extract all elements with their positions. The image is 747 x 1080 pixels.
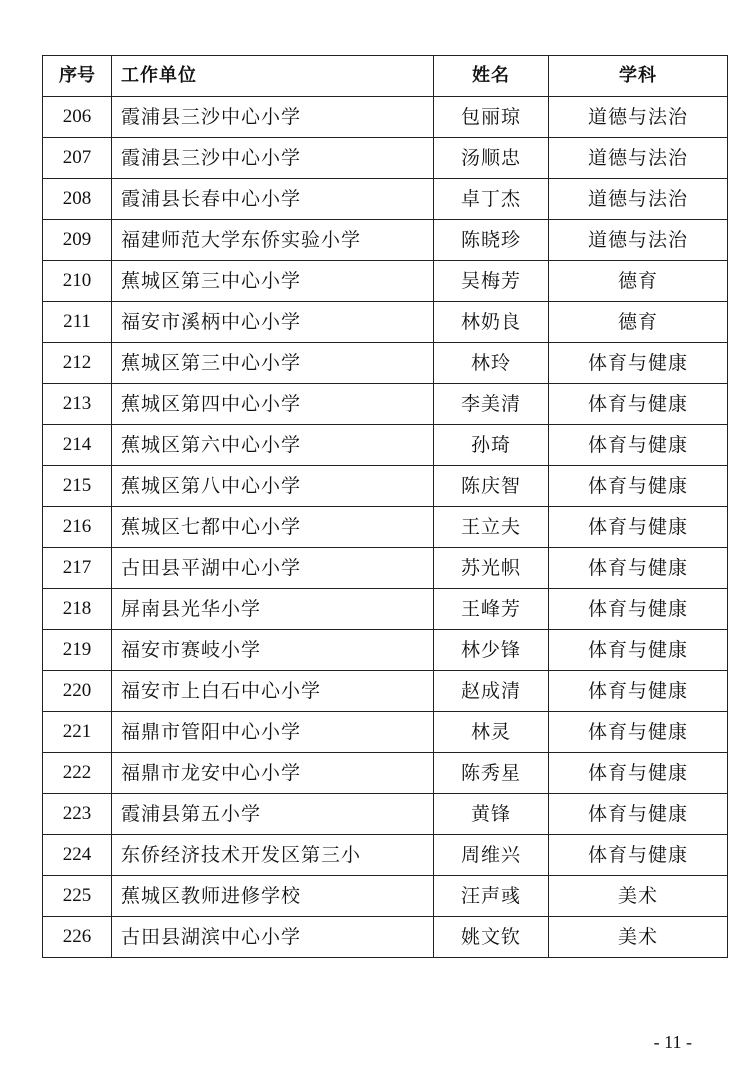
cell-work-unit: 古田县湖滨中心小学: [112, 917, 434, 958]
cell-name: 陈晓珍: [434, 220, 549, 261]
cell-work-unit: 东侨经济技术开发区第三小: [112, 835, 434, 876]
table-row: [43, 917, 728, 958]
cell-work-unit: 蕉城区七都中心小学: [112, 507, 434, 548]
cell-serial-number: 208: [43, 179, 112, 220]
cell-subject: 德育: [549, 261, 728, 302]
cell-work-unit: 福安市上白石中心小学: [112, 671, 434, 712]
cell-name: 姚文钦: [434, 917, 549, 958]
cell-serial-number: 210: [43, 261, 112, 302]
roster-table: [42, 55, 728, 958]
cell-work-unit: 蕉城区第四中心小学: [112, 384, 434, 425]
cell-serial-number: 207: [43, 138, 112, 179]
cell-name: 吴梅芳: [434, 261, 549, 302]
cell-serial-number: 220: [43, 671, 112, 712]
cell-work-unit: 霞浦县第五小学: [112, 794, 434, 835]
table-body: [43, 97, 728, 958]
table-row: [43, 343, 728, 384]
cell-serial-number: 217: [43, 548, 112, 589]
cell-subject: 体育与健康: [549, 671, 728, 712]
cell-work-unit: 福鼎市龙安中心小学: [112, 753, 434, 794]
cell-work-unit: 蕉城区第三中心小学: [112, 261, 434, 302]
header-name: 姓名: [434, 56, 549, 97]
table-row: [43, 220, 728, 261]
table-row: [43, 548, 728, 589]
cell-work-unit: 蕉城区第六中心小学: [112, 425, 434, 466]
cell-subject: 体育与健康: [549, 794, 728, 835]
cell-name: 陈秀星: [434, 753, 549, 794]
cell-serial-number: 219: [43, 630, 112, 671]
cell-serial-number: 225: [43, 876, 112, 917]
table-row: [43, 97, 728, 138]
cell-serial-number: 226: [43, 917, 112, 958]
cell-name: 卓丁杰: [434, 179, 549, 220]
cell-name: 王峰芳: [434, 589, 549, 630]
cell-name: 林灵: [434, 712, 549, 753]
table-header-row: [43, 56, 728, 97]
cell-subject: 道德与法治: [549, 138, 728, 179]
cell-subject: 德育: [549, 302, 728, 343]
cell-subject: 体育与健康: [549, 384, 728, 425]
cell-subject: 美术: [549, 917, 728, 958]
cell-work-unit: 霞浦县三沙中心小学: [112, 138, 434, 179]
cell-subject: 体育与健康: [549, 507, 728, 548]
header-subject: 学科: [549, 56, 728, 97]
header-serial-number: 序号: [43, 56, 112, 97]
cell-work-unit: 福建师范大学东侨实验小学: [112, 220, 434, 261]
cell-work-unit: 屏南县光华小学: [112, 589, 434, 630]
cell-serial-number: 206: [43, 97, 112, 138]
cell-subject: 体育与健康: [549, 712, 728, 753]
table-row: [43, 753, 728, 794]
cell-serial-number: 212: [43, 343, 112, 384]
cell-serial-number: 216: [43, 507, 112, 548]
cell-subject: 道德与法治: [549, 220, 728, 261]
cell-work-unit: 蕉城区第八中心小学: [112, 466, 434, 507]
cell-work-unit: 福鼎市管阳中心小学: [112, 712, 434, 753]
cell-subject: 体育与健康: [549, 466, 728, 507]
cell-work-unit: 霞浦县三沙中心小学: [112, 97, 434, 138]
cell-subject: 美术: [549, 876, 728, 917]
cell-serial-number: 218: [43, 589, 112, 630]
cell-name: 汪声彧: [434, 876, 549, 917]
cell-serial-number: 211: [43, 302, 112, 343]
cell-serial-number: 209: [43, 220, 112, 261]
header-work-unit: 工作单位: [112, 56, 434, 97]
cell-name: 黄锋: [434, 794, 549, 835]
table-row: [43, 179, 728, 220]
table-row: [43, 507, 728, 548]
table-row: [43, 671, 728, 712]
cell-subject: 体育与健康: [549, 425, 728, 466]
page-number: - 11 -: [653, 1032, 692, 1052]
table-row: [43, 384, 728, 425]
cell-subject: 体育与健康: [549, 753, 728, 794]
table-row: [43, 794, 728, 835]
table-row: [43, 589, 728, 630]
cell-name: 汤顺忠: [434, 138, 549, 179]
table-row: [43, 466, 728, 507]
cell-name: 苏光帜: [434, 548, 549, 589]
table-row: [43, 425, 728, 466]
cell-serial-number: 223: [43, 794, 112, 835]
table-row: [43, 261, 728, 302]
table-row: [43, 138, 728, 179]
cell-subject: 体育与健康: [549, 343, 728, 384]
cell-name: 赵成清: [434, 671, 549, 712]
cell-name: 林奶良: [434, 302, 549, 343]
cell-subject: 体育与健康: [549, 835, 728, 876]
table-row: [43, 835, 728, 876]
cell-work-unit: 福安市赛岐小学: [112, 630, 434, 671]
cell-work-unit: 霞浦县长春中心小学: [112, 179, 434, 220]
cell-name: 王立夫: [434, 507, 549, 548]
table-row: [43, 712, 728, 753]
cell-name: 林少锋: [434, 630, 549, 671]
table-row: [43, 630, 728, 671]
cell-serial-number: 215: [43, 466, 112, 507]
cell-subject: 体育与健康: [549, 589, 728, 630]
table-row: [43, 302, 728, 343]
cell-serial-number: 213: [43, 384, 112, 425]
cell-subject: 体育与健康: [549, 548, 728, 589]
cell-serial-number: 222: [43, 753, 112, 794]
cell-subject: 体育与健康: [549, 630, 728, 671]
cell-name: 陈庆智: [434, 466, 549, 507]
cell-work-unit: 古田县平湖中心小学: [112, 548, 434, 589]
cell-name: 李美清: [434, 384, 549, 425]
table-row: [43, 876, 728, 917]
cell-serial-number: 221: [43, 712, 112, 753]
cell-subject: 道德与法治: [549, 97, 728, 138]
cell-serial-number: 224: [43, 835, 112, 876]
cell-work-unit: 蕉城区教师进修学校: [112, 876, 434, 917]
cell-name: 包丽琼: [434, 97, 549, 138]
cell-name: 孙琦: [434, 425, 549, 466]
cell-work-unit: 蕉城区第三中心小学: [112, 343, 434, 384]
cell-name: 林玲: [434, 343, 549, 384]
cell-work-unit: 福安市溪柄中心小学: [112, 302, 434, 343]
cell-name: 周维兴: [434, 835, 549, 876]
cell-serial-number: 214: [43, 425, 112, 466]
cell-subject: 道德与法治: [549, 179, 728, 220]
